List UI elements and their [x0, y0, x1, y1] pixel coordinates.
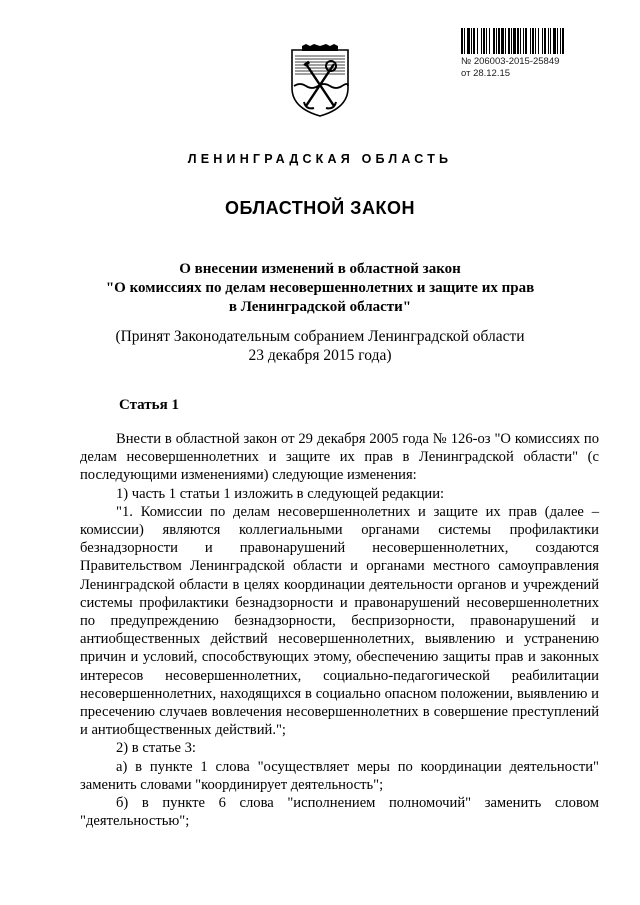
registration-date: от 28.12.15 [461, 68, 511, 79]
article-heading: Статья 1 [119, 397, 179, 413]
law-title-line: О внесении изменений в областной закон [179, 261, 461, 277]
law-title-line: в Ленинградской области" [228, 299, 412, 315]
coat-of-arms-icon [290, 44, 350, 118]
registration-number: № 206003-2015-25849 [461, 56, 560, 67]
paragraph: "1. Комиссии по делам несовершеннолетних и защите их прав (далее – комиссии) являются коллегиальными органами системы профилактики безнадзорности и правонарушений несовершеннолетних, создаются Правительством Ленинградской области и органами местного самоуправления Ленинградской области в целях координации деятельности органов и учреждений системы профилактики безнадзорности и правонарушений несовершеннолетних по предупреждению безнадзорности, беспризорности, правонарушений и антиобщественных действий несовершеннолетних, выявлению и устранению причин и условий, способствующих этому, обеспечению защиты прав и законных интересов несовершеннолетних, социально-педагогической реабилитации несовершеннолетних, находящихся в социально опасном положении, выявлению и пресечению случаев вовлечения несовершеннолетних в совершение преступлений и антиобщественных действий."; [80, 503, 599, 739]
law-title [0, 260, 640, 317]
barcode [461, 28, 611, 54]
registration-stamp [461, 28, 611, 80]
law-type-heading: ОБЛАСТНОЙ ЗАКОН [225, 198, 415, 218]
adoption-note-line: 23 декабря 2015 года) [248, 347, 392, 364]
paragraph: а) в пункте 1 слова "осуществляет меры по координации деятельности" заменить словами "координирует деятельность"; [80, 758, 599, 793]
paragraph: Внести в областной закон от 29 декабря 2005 года № 126-оз "О комиссиях по делам несовершеннолетних и защите их прав в Ленинградской области" (с последующими изменениями) следующие изменения: [80, 431, 599, 484]
adoption-note [0, 327, 640, 365]
article-body [80, 430, 599, 830]
paragraph: 1) часть 1 статьи 1 изложить в следующей редакции: [116, 485, 445, 502]
paragraph: 2) в статье 3: [116, 740, 196, 757]
law-title-line: "О комиссиях по делам несовершеннолетних и защите их прав [105, 280, 535, 296]
region-heading: ЛЕНИНГРАДСКАЯ ОБЛАСТЬ [187, 152, 453, 166]
adoption-note-line: (Принят Законодательным собранием Ленинградской области [115, 328, 525, 345]
paragraph: б) в пункте 6 слова "исполнением полномочий" заменить словом "деятельностью"; [80, 795, 599, 830]
